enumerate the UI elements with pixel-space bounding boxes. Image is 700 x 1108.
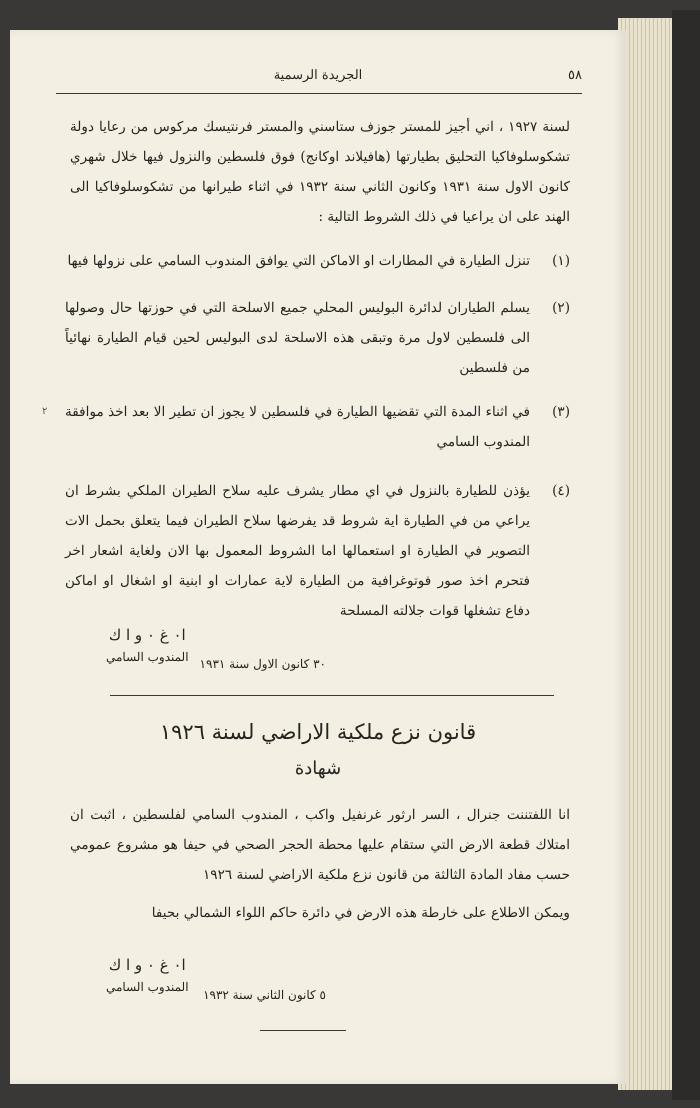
section-rule [110,695,554,696]
condition-text: يسلم الطياران لدائرة البوليس المحلي جميع الاسلحة التي في حوزتها حال وصولها الى فلسطين لاول مرة وتبقى هذه الاسلحة لدى البوليس لحين قيام الطيارة نهائياً من فلسطين [65,300,530,376]
intro-paragraph: لسنة ١٩٢٧ ، اني أجيز للمستر جوزف ستاسني والمستر فرنتيسك مركوس من رعايا دولة تشكوسلوفاكيا التحليق بطيارتها (هافيلاند اوكانج) فوق فلسطين والنزول فيها خلال شهري كانون الاول سنة ١٩٣١ وكانون الثاني سنة ١٩٣٢ في اثناء طيرانها من تشكوسلوفاكيا الى الهند على ان يراعيا في ذلك الشروط التالية : [70,119,570,225]
signature-date: ٣٠ كانون الاول سنة ١٩٣١ [199,657,326,671]
signature-block [106,956,189,994]
book-cover [672,10,700,1100]
signature-role: المندوب السامي [106,650,189,664]
footer-rule [260,1030,346,1031]
certificate-paragraph: انا اللفتننت جنرال ، السر ارثور غرنفيل واكب ، المندوب السامي لفلسطين ، اثبت ان امتلاك قطعة الارض التي ستقام عليها محطة الحجر الصحي في حيفا هو مشروع عمومي حسب مفاد المادة الثالثة من قانون نزع ملكية الاراضي لسنة ١٩٢٦ [70,807,570,883]
page-number: ٥٨ [568,68,582,83]
condition-item [65,293,570,383]
document-page [10,30,626,1084]
signature-initials: ا٠ غ ٠ و ا ك [108,956,186,974]
condition-item [65,476,570,626]
header-rule [56,93,582,94]
condition-item [65,246,570,276]
signature-role: المندوب السامي [106,980,189,994]
condition-number: (٢) [552,300,570,316]
map-note: ويمكن الاطلاع على خارطة هذه الارض في دائرة حاكم اللواء الشمالي بحيفا [151,905,570,921]
condition-number: (٤) [552,483,570,499]
gazette-title: الجريدة الرسمية [273,68,363,83]
margin-mark: ٢ [42,406,48,417]
signature-initials: ا٠ غ ٠ و ا ك [108,626,186,644]
condition-item [65,397,570,457]
condition-text: يؤذن للطيارة بالنزول في اي مطار يشرف عليه سلاح الطيران الملكي بشرط ان يراعي من في الطيارة اية شروط قد يفرضها سلاح الطيران فيما يتعلق بحمل الات التصوير في الطيارة او استعمالها اما الشروط المعمول بها الان ولغاية اشعار اخر فتحرم اخذ صور فوتوغرافية من الطيارة لاية عمارات او ابنية او اشغال او اماكن دفاع تشغلها قوات جلالته المسلحة [65,483,530,619]
condition-text: تنزل الطيارة في المطارات او الاماكن التي يوافق المندوب السامي على نزولها فيها [67,253,530,269]
condition-number: (١) [552,253,570,269]
condition-number: (٣) [552,404,570,420]
condition-text: في اثناء المدة التي تقضيها الطيارة في فلسطين لا يجوز ان تطير الا بعد اخذ موافقة المندوب السامي [65,404,530,450]
law-subtitle: شهادة [294,758,342,779]
signature-date: ٥ كانون الثاني سنة ١٩٣٢ [203,988,326,1002]
signature-block [106,626,189,664]
law-title: قانون نزع ملكية الاراضي لسنة ١٩٢٦ [159,720,477,744]
